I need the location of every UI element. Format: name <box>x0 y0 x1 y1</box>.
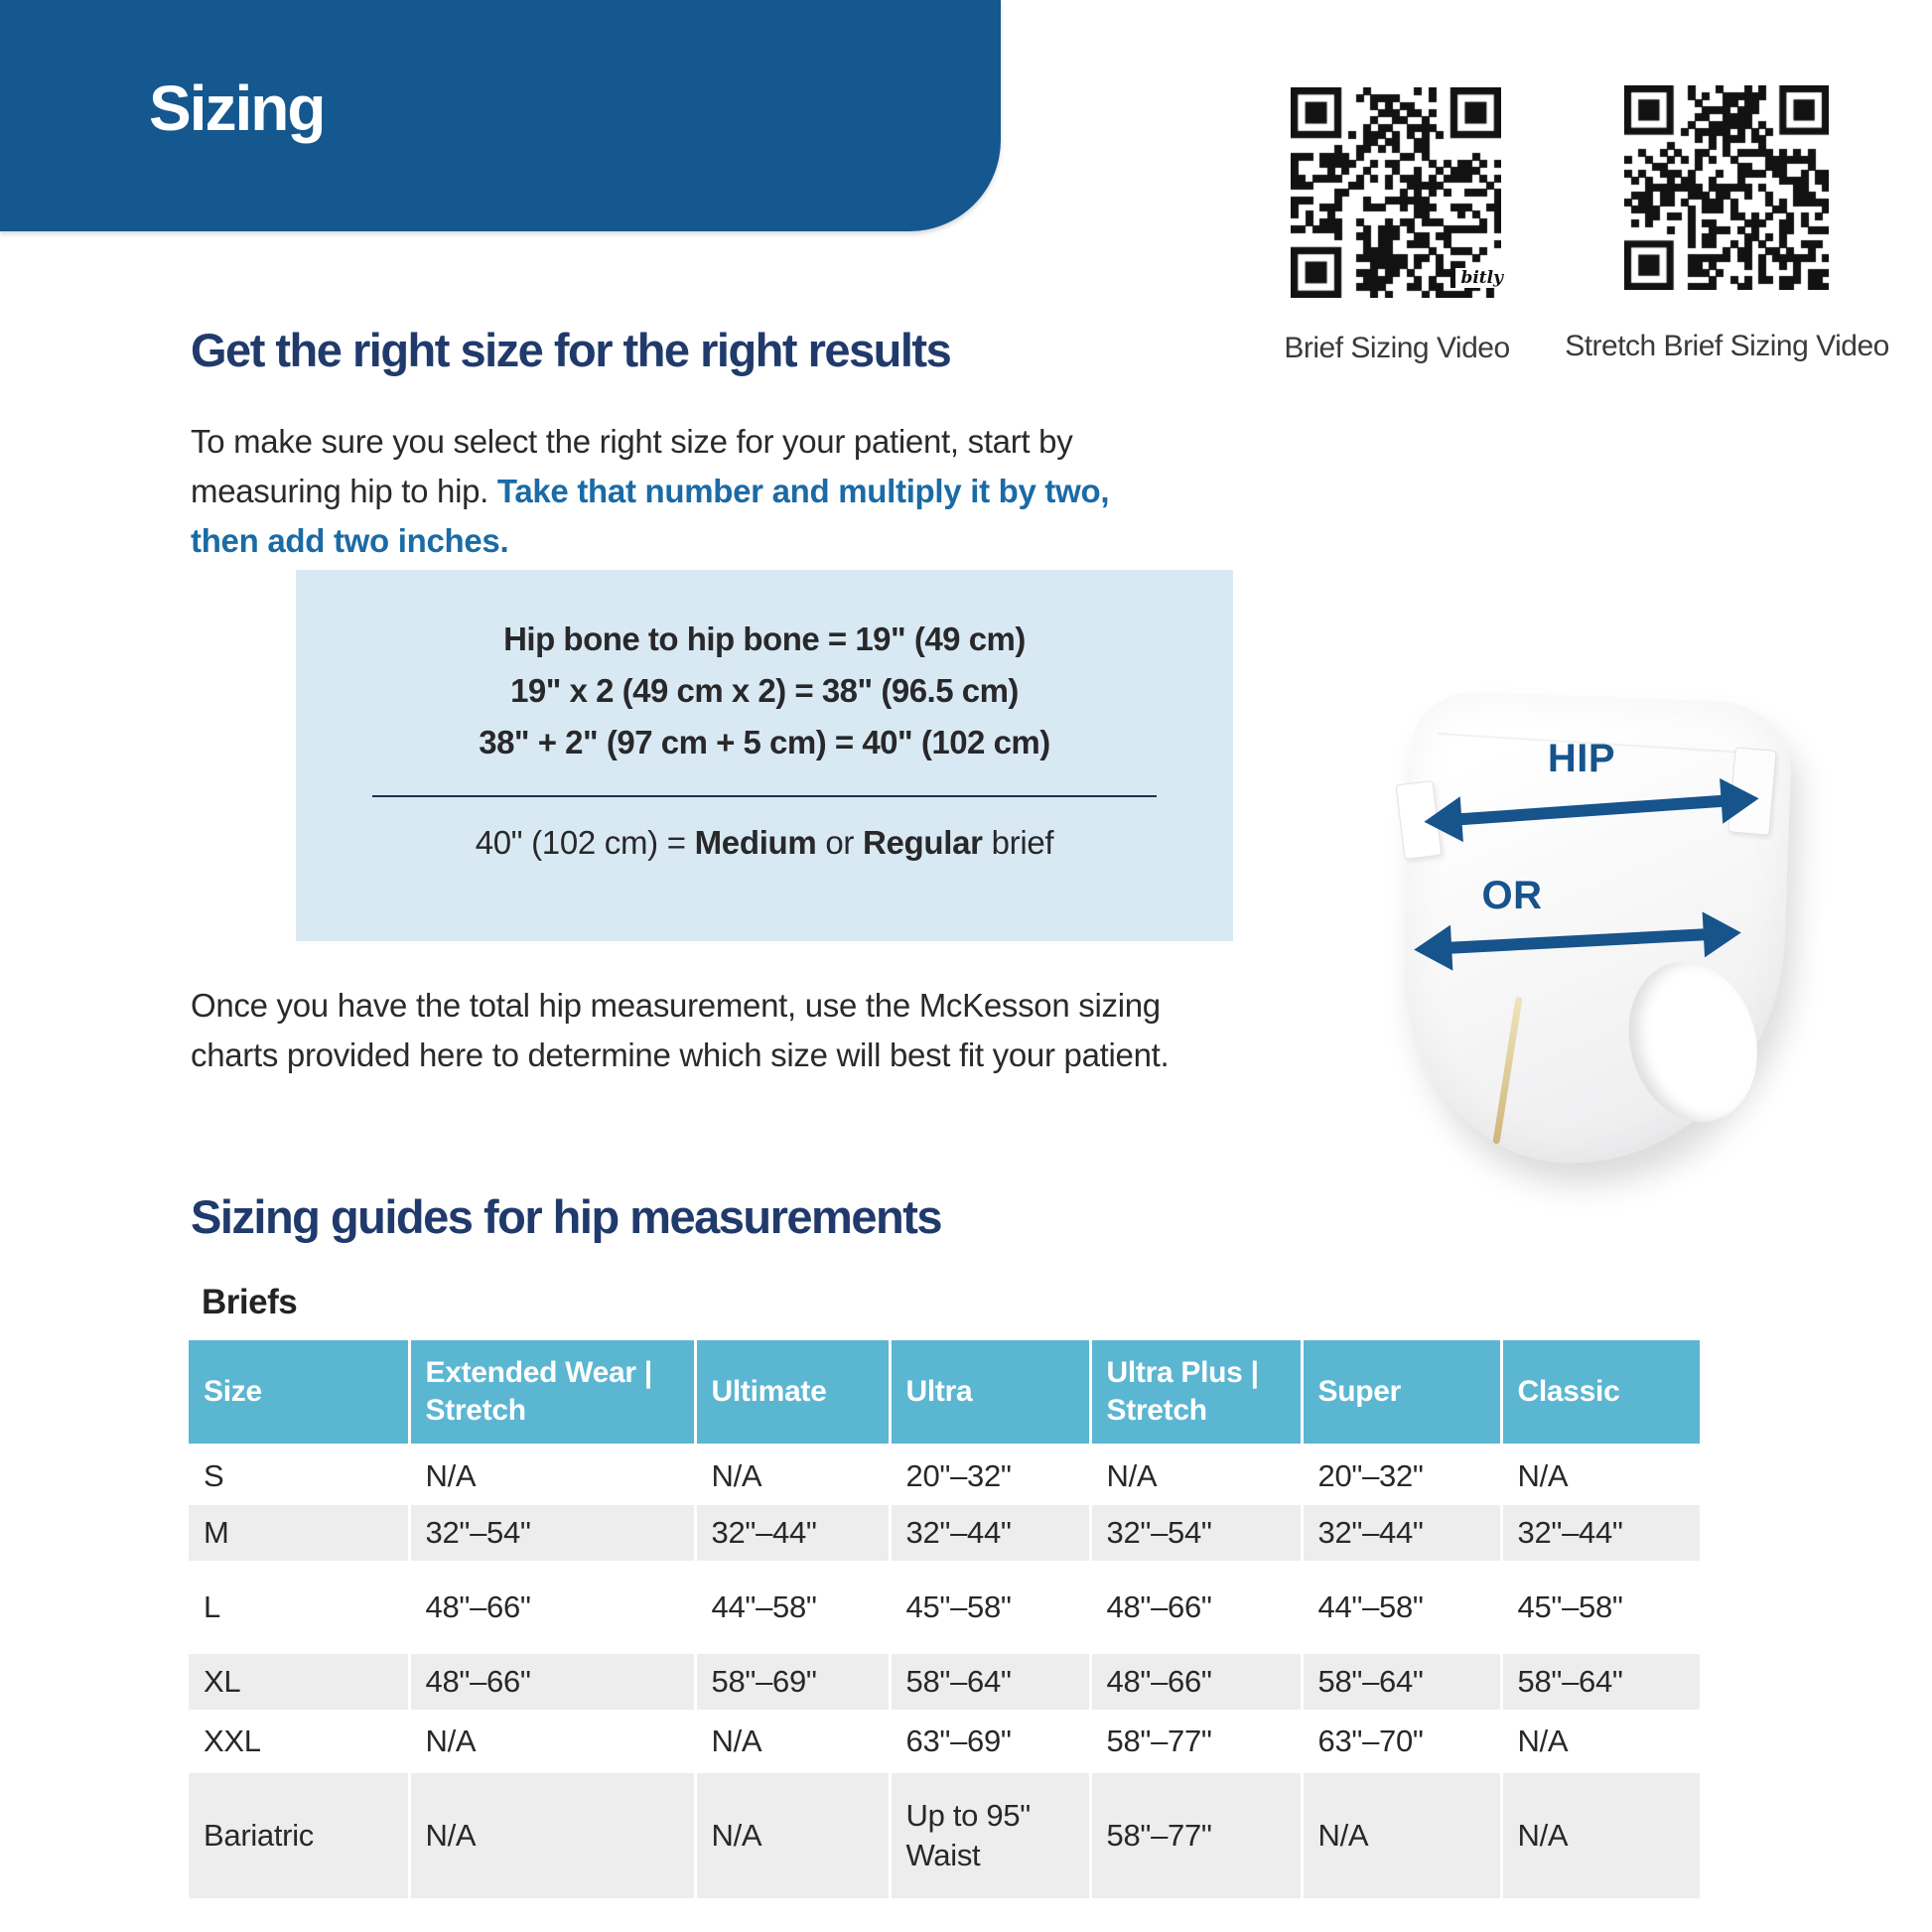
hip-label: HIP <box>1547 737 1616 780</box>
table-row-xxl <box>189 1710 1700 1773</box>
table-cell: N/A <box>409 1773 695 1898</box>
column-header-classic: Classic <box>1501 1340 1700 1446</box>
size-cell: XL <box>204 1664 241 1699</box>
table-row-s <box>189 1446 1700 1505</box>
qr-code-image <box>1291 87 1501 298</box>
table-cell: 32"–44" <box>1302 1505 1501 1561</box>
table-cell: 63"–69" <box>890 1710 1090 1773</box>
size-cell: S <box>204 1458 224 1493</box>
brief-measurement-illustration <box>1398 687 1795 1170</box>
table-row-m <box>189 1505 1700 1561</box>
table-cell: N/A <box>409 1446 695 1505</box>
table-cell: 44"–58" <box>695 1561 890 1654</box>
column-header-size: Size <box>189 1340 409 1446</box>
table-row-xl <box>189 1654 1700 1710</box>
bitly-logo: bitly <box>1450 268 1503 288</box>
page-title: Sizing <box>149 72 325 144</box>
page-banner <box>0 0 1001 231</box>
result-suffix: brief <box>982 824 1054 861</box>
qr-code-brief-sizing <box>1291 87 1501 298</box>
table-cell: 58"–77" <box>1090 1773 1302 1898</box>
table-section-heading: Sizing guides for hip measurements <box>191 1190 941 1243</box>
table-cell: 48"–66" <box>1090 1654 1302 1710</box>
calc-divider-line <box>372 795 1157 797</box>
calc-line-2: 19" x 2 (49 cm x 2) = 38" (96.5 cm) <box>510 672 1019 709</box>
table-cell: 44"–58" <box>1302 1561 1501 1654</box>
table-cell: 32"–44" <box>890 1505 1090 1561</box>
table-cell: N/A <box>409 1710 695 1773</box>
table-cell: N/A <box>1501 1710 1700 1773</box>
table-cell: N/A <box>1090 1446 1302 1505</box>
qr-code-stretch-brief-sizing <box>1624 85 1829 290</box>
table-cell: N/A <box>1302 1773 1501 1898</box>
calc-line-1: Hip bone to hip bone = 19" (49 cm) <box>503 621 1026 657</box>
qr-caption-brief: Brief Sizing Video <box>1284 332 1510 364</box>
intro-paragraph <box>191 417 1183 566</box>
table-cell: 32"–44" <box>695 1505 890 1561</box>
calc-result-line <box>296 824 1233 862</box>
table-cell: 48"–66" <box>1090 1561 1302 1654</box>
outro-paragraph: Once you have the total hip measurement, use the McKesson sizing charts provided here to determine which size will best fit your patient. <box>191 987 1170 1073</box>
table-row-bariatric <box>189 1773 1700 1898</box>
column-header-ultra-plus-stretch: Ultra Plus | Stretch <box>1090 1340 1302 1446</box>
table-cell: 32"–54" <box>409 1505 695 1561</box>
result-size-medium: Medium <box>694 824 817 861</box>
column-header-extended-wear-stretch: Extended Wear | Stretch <box>409 1340 695 1446</box>
size-cell: M <box>204 1515 229 1550</box>
size-cell: Bariatric <box>204 1818 314 1853</box>
briefs-sizing-table-wrap <box>189 1340 1700 1898</box>
table-cell: 58"–69" <box>695 1654 890 1710</box>
table-cell: 58"–64" <box>890 1654 1090 1710</box>
size-cell: XXL <box>204 1724 261 1758</box>
table-header-row <box>189 1340 1700 1446</box>
size-cell: L <box>204 1589 220 1624</box>
intro-text-regular: To make sure you select the right size for your patient, start by measuring hip to hip. <box>191 423 1073 509</box>
table-cell: 63"–70" <box>1302 1710 1501 1773</box>
table-cell: 32"–54" <box>1090 1505 1302 1561</box>
table-cell: 48"–66" <box>409 1654 695 1710</box>
table-cell: 48"–66" <box>409 1561 695 1654</box>
table-cell: N/A <box>695 1446 890 1505</box>
calc-line-3: 38" + 2" (97 cm + 5 cm) = 40" (102 cm) <box>479 724 1050 760</box>
result-size-regular: Regular <box>862 824 983 861</box>
briefs-sizing-table <box>189 1340 1700 1898</box>
column-header-ultimate: Ultimate <box>695 1340 890 1446</box>
table-cell: N/A <box>695 1710 890 1773</box>
or-label: OR <box>1481 874 1543 917</box>
table-cell: N/A <box>1501 1446 1700 1505</box>
column-header-super: Super <box>1302 1340 1501 1446</box>
wetness-indicator-stripe <box>1492 996 1522 1144</box>
brief-leg-opening <box>1610 946 1775 1137</box>
table-cell: 20"–32" <box>1302 1446 1501 1505</box>
table-cell: N/A <box>1501 1773 1700 1898</box>
table-cell: 45"–58" <box>890 1561 1090 1654</box>
table-cell: 32"–44" <box>1501 1505 1700 1561</box>
column-header-ultra: Ultra <box>890 1340 1090 1446</box>
qr-code-image <box>1624 85 1829 290</box>
table-cell: 58"–64" <box>1501 1654 1700 1710</box>
table-cell: 58"–77" <box>1090 1710 1302 1773</box>
calculation-example-box <box>296 570 1233 941</box>
result-prefix: 40" (102 cm) = <box>475 824 695 861</box>
intro-heading: Get the right size for the right results <box>191 324 951 376</box>
table-subheading-briefs: Briefs <box>202 1283 298 1321</box>
intro-text-bold: Take that number and multiply it by two, then add two inches. <box>191 473 1110 559</box>
table-cell: 45"–58" <box>1501 1561 1700 1654</box>
table-cell: 58"–64" <box>1302 1654 1501 1710</box>
table-cell: N/A <box>695 1773 890 1898</box>
table-cell: Up to 95" Waist <box>890 1773 1090 1898</box>
result-or: or <box>816 824 863 861</box>
table-row-l <box>189 1561 1700 1654</box>
table-cell: 20"–32" <box>890 1446 1090 1505</box>
qr-caption-stretch: Stretch Brief Sizing Video <box>1565 330 1889 362</box>
